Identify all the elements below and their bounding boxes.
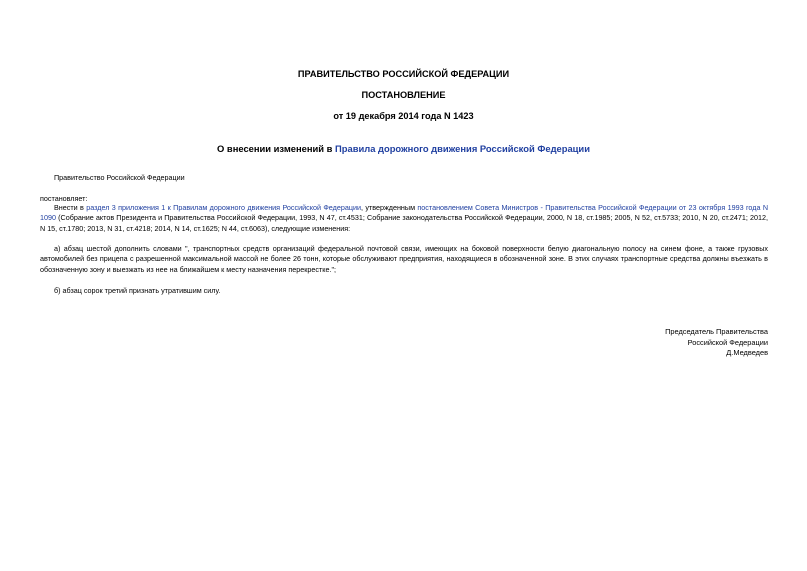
- intro-text-1: Внести в: [54, 203, 87, 212]
- document-title: [0, 143, 807, 154]
- decrees-line: постановляет:: [40, 194, 88, 203]
- government-line: Правительство Российской Федерации: [54, 173, 185, 182]
- traffic-rules-link[interactable]: Правила дорожного движения Российской Федерации: [335, 143, 590, 154]
- signature-name: Д.Медведев: [726, 348, 768, 357]
- intro-text-3: (Собрание актов Президента и Правительства Российской Федерации, 1993, N 47, ст.4531; Собрание законодательства Российской Федерации, 2000, N 18, ст.1985; 2005, N 52, ст.5733; 2010, N 20, ст.2471; 2012, N 15, ст.1780; 2013, N 31, ст.4218; 2014, N 14, ст.1625; N 44, ст.6063), следующие изменения:: [40, 213, 768, 233]
- intro-text-2: , утвержденным: [360, 203, 418, 212]
- signature-position-1: Председатель Правительства: [665, 327, 768, 336]
- section-3-link[interactable]: раздел 3 приложения 1 к Правилам дорожного движения Российской Федерации: [86, 203, 361, 212]
- item-b-paragraph: б) абзац сорок третий признать утратившим силу.: [54, 286, 221, 295]
- item-a-paragraph: а) абзац шестой дополнить словами ", транспортных средств организаций федеральной почтовой связи, имеющих на боковой поверхности белую диагональную полосу на синем фоне, а также грузовых автомобилей без прицепа с разрешенной максимальной массой не более 26 тонн, которые обслуживают предприятия, находящиеся в обозначенной зоне. В этих случаях транспортные средства должны въезжать в обозначенную зону и выезжать из нее на ближайшем к месту назначения перекрестке.";: [40, 244, 768, 274]
- signature-position-2: Российской Федерации: [687, 337, 768, 347]
- date-number-heading: от 19 декабря 2014 года N 1423: [333, 111, 474, 121]
- government-heading: ПРАВИТЕЛЬСТВО РОССИЙСКОЙ ФЕДЕРАЦИИ: [297, 69, 510, 79]
- signature-block: [665, 327, 768, 359]
- title-prefix: О внесении изменений в: [217, 143, 336, 154]
- doc-type-heading: ПОСТАНОВЛЕНИЕ: [361, 90, 446, 100]
- intro-paragraph: [40, 203, 768, 234]
- council-decree-link[interactable]: постановлением Совета Министров - Правительства Российской Федерации от 23 октября 1993 года N 1090: [40, 203, 769, 223]
